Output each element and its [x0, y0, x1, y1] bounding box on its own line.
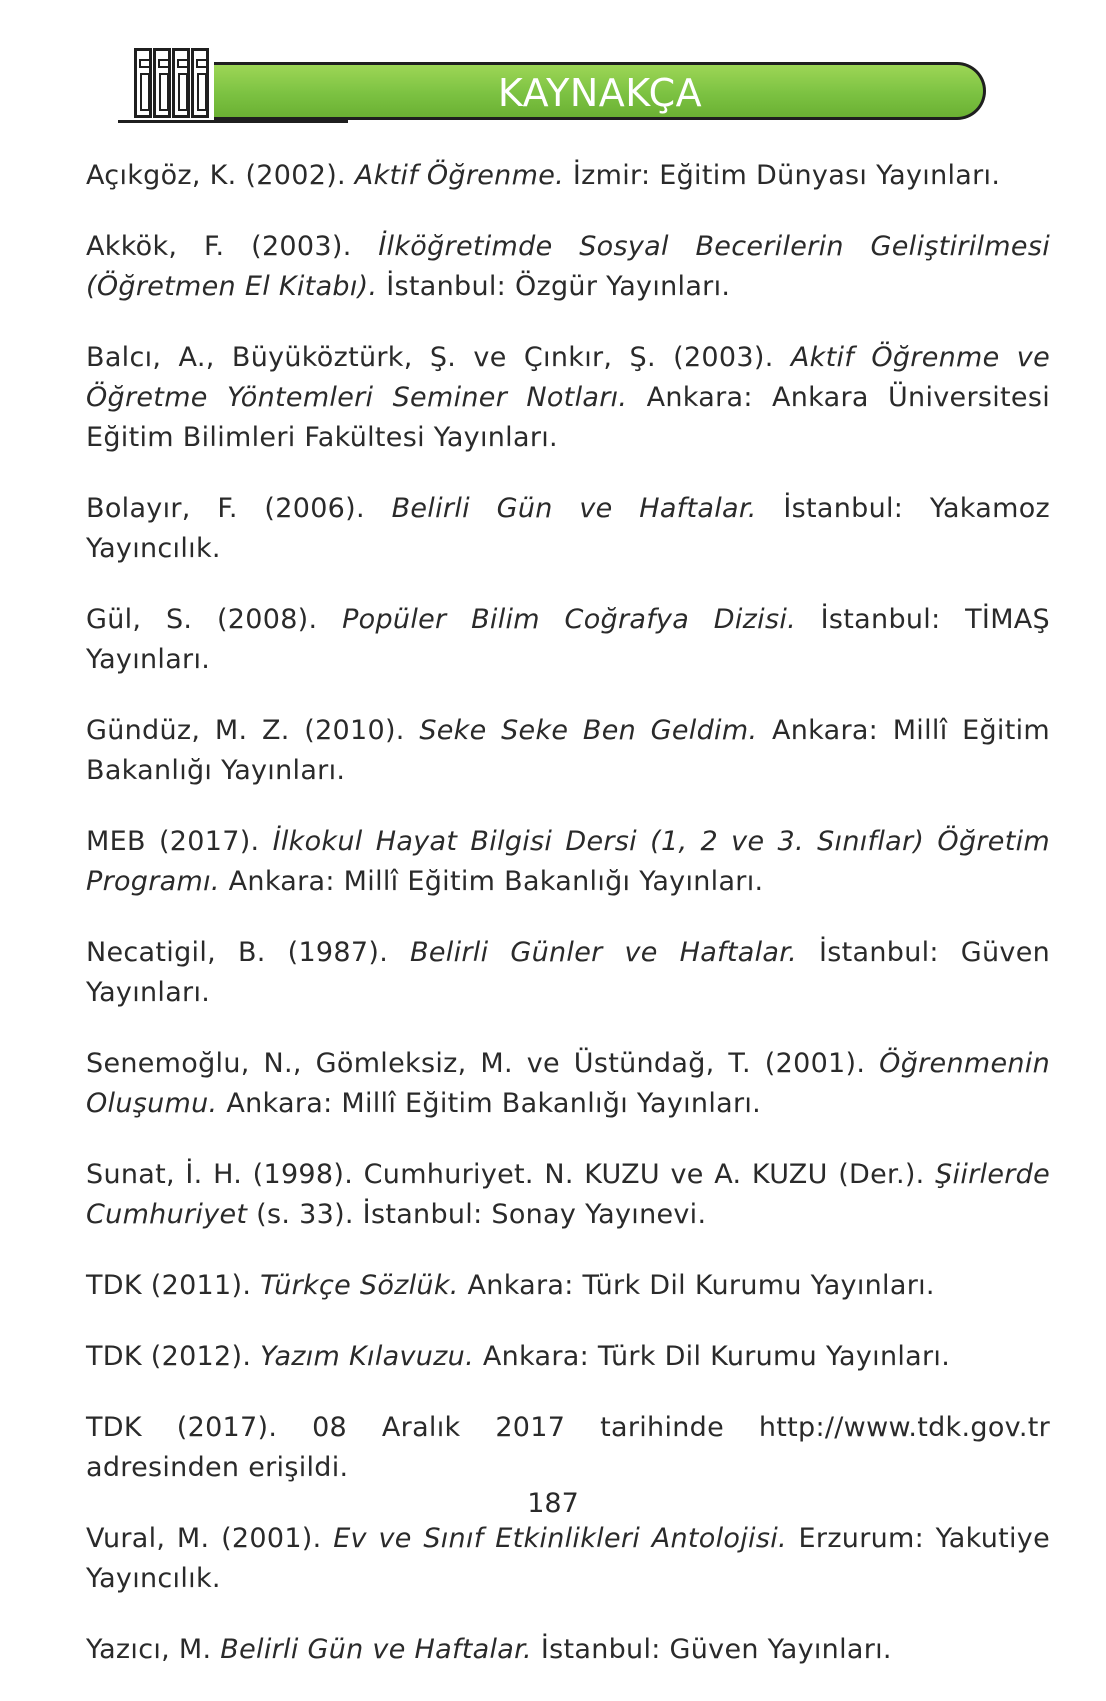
reference-item: Yazıcı, M. Belirli Gün ve Haftalar. İstanbul: Güven Yayınları.	[86, 1634, 892, 1665]
reference-item: Bolayır, F. (2006). Belirli Gün ve Haftalar. İstanbul: Yakamoz Yayıncılık.	[86, 493, 1050, 564]
page-number: 187	[527, 1488, 579, 1519]
reference-item: Gül, S. (2008). Popüler Bilim Coğrafya Dizisi. İstanbul: TİMAŞ Yayınları.	[86, 604, 1050, 675]
reference-item: Açıkgöz, K. (2002). Aktif Öğrenme. İzmir: Eğitim Dünyası Yayınları.	[86, 160, 1001, 191]
reference-item: Vural, M. (2001). Ev ve Sınıf Etkinlikleri Antolojisi. Erzurum: Yakutiye Yayıncılık.	[86, 1523, 1050, 1594]
reference-item: Akkök, F. (2003). İlköğretimde Sosyal Becerilerin Geliştirilmesi (Öğretmen El Kitabı). İstanbul: Özgür Yayınları.	[86, 231, 1050, 302]
reference-item: TDK (2011). Türkçe Sözlük. Ankara: Türk Dil Kurumu Yayınları.	[86, 1270, 935, 1301]
reference-item: MEB (2017). İlkokul Hayat Bilgisi Dersi (1, 2 ve 3. Sınıflar) Öğretim Programı. Ankara: Millî Eğitim Bakanlığı Yayınları.	[86, 826, 1050, 897]
binders-icon	[134, 48, 216, 120]
reference-list	[86, 156, 1050, 1701]
reference-item: TDK (2017). 08 Aralık 2017 tarihinde http://www.tdk.gov.tr adresinden erişildi.	[86, 1412, 1050, 1483]
reference-item: Gündüz, M. Z. (2010). Seke Seke Ben Geldim. Ankara: Millî Eğitim Bakanlığı Yayınları.	[86, 715, 1050, 786]
reference-item: Necatigil, B. (1987). Belirli Günler ve Haftalar. İstanbul: Güven Yayınları.	[86, 937, 1051, 1008]
header-underline	[118, 120, 348, 123]
reference-item: Senemoğlu, N., Gömleksiz, M. ve Üstündağ, T. (2001). Öğrenmenin Oluşumu. Ankara: Millî Eğitim Bakanlığı Yayınları.	[86, 1048, 1050, 1119]
reference-item: Sunat, İ. H. (1998). Cumhuriyet. N. KUZU ve A. KUZU (Der.). Şiirlerde Cumhuriyet (s. 33). İstanbul: Sonay Yayınevi.	[86, 1159, 1050, 1230]
page-header	[118, 48, 990, 126]
page-title: KAYNAKÇA	[497, 71, 703, 115]
reference-item: Balcı, A., Büyüköztürk, Ş. ve Çınkır, Ş. (2003). Aktif Öğrenme ve Öğretme Yöntemleri Seminer Notları. Ankara: Ankara Üniversitesi Eğitim Bilimleri Fakültesi Yayınları.	[86, 342, 1051, 453]
reference-item: TDK (2012). Yazım Kılavuzu. Ankara: Türk Dil Kurumu Yayınları.	[86, 1341, 951, 1372]
